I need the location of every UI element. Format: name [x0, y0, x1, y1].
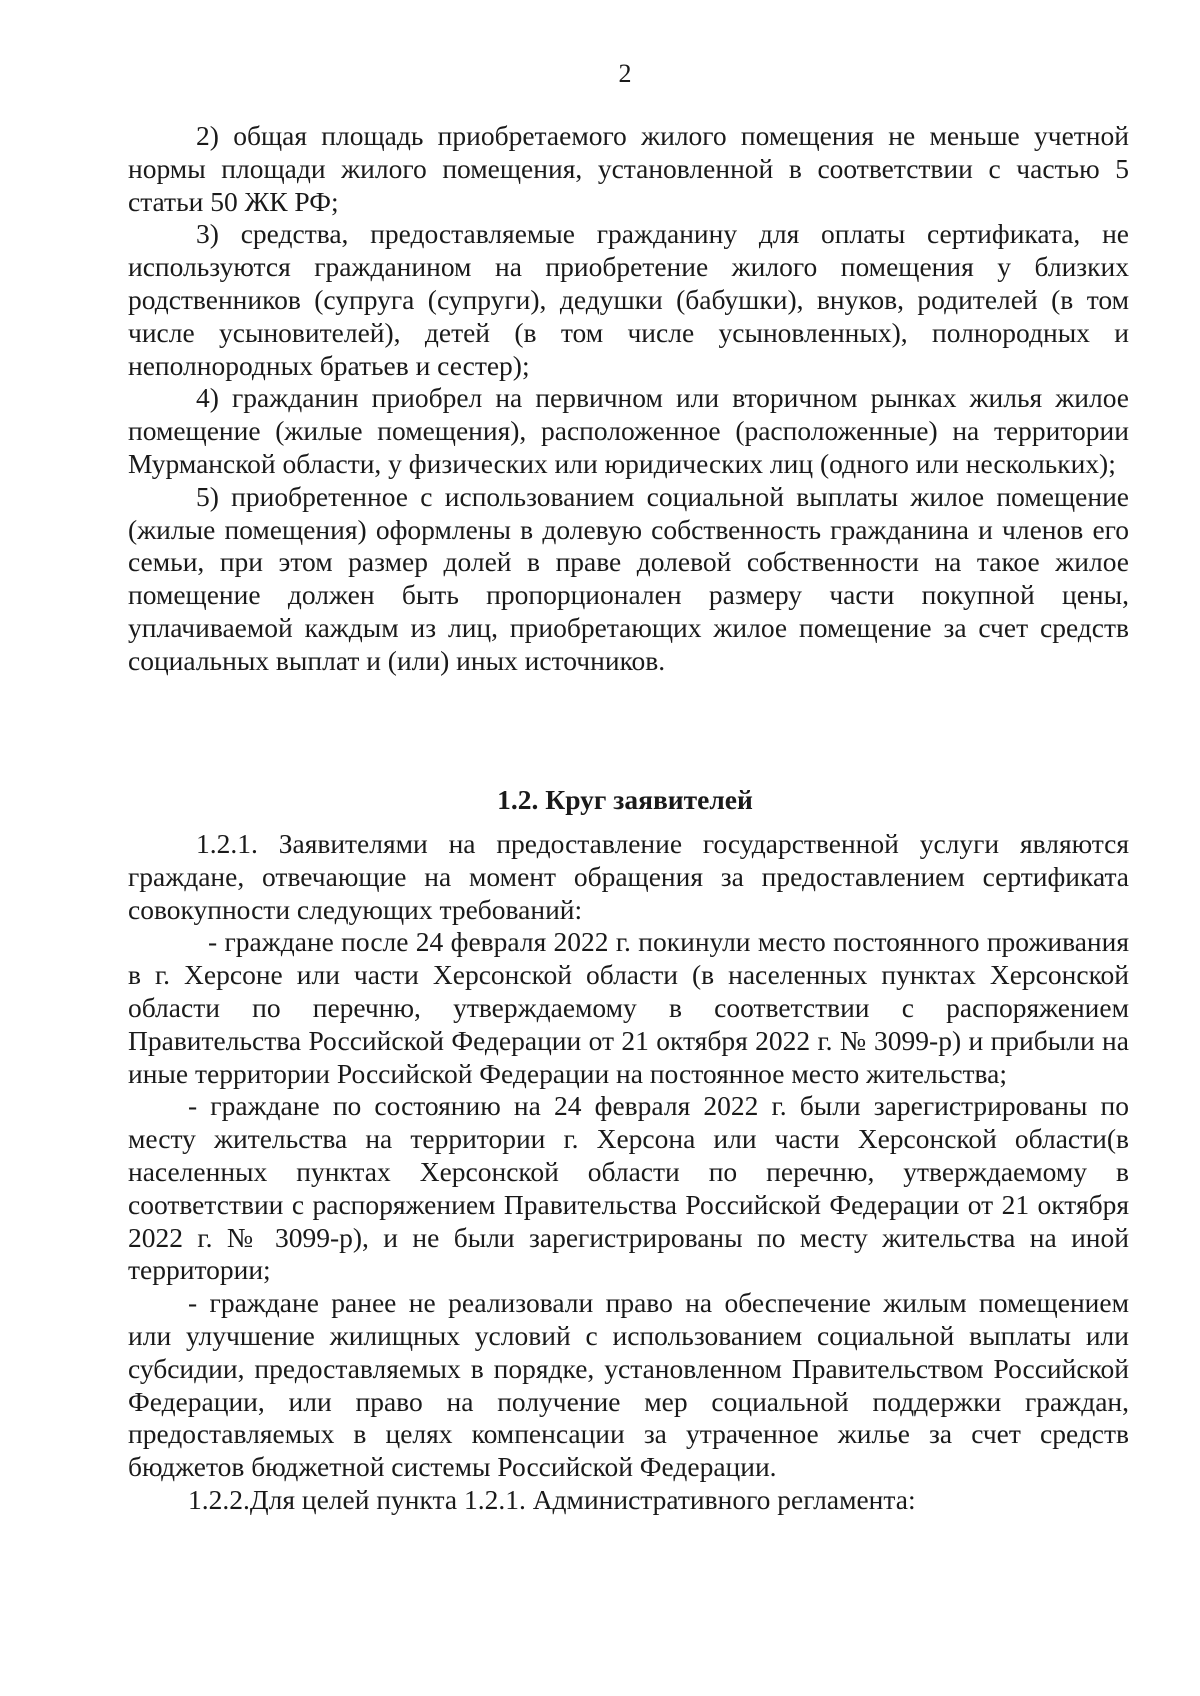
condition-item-3: 3) средства, предоставляемые гражданину для оплаты сертификата, не используются гражданином на приобретение жилого помещения у близких родственников (супруга (супруги), дедушки (бабушки), внуков, родителей (в том числе усыновителей), детей (в том числе усыновленных), полнородных и неполнородных братьев и сестер);: [128, 218, 1129, 381]
condition-item-2: 2) общая площадь приобретаемого жилого помещения не меньше учетной нормы площади жилого помещения, установленной в соответствии с частью 5 статьи 50 ЖК РФ;: [128, 120, 1129, 217]
condition-item-4: 4) гражданин приобрел на первичном или вторичном рынках жилья жилое помещение (жилые помещения), расположенное (расположенные) на территории Мурманской области, у физических или юридических лиц (одного или нескольких);: [128, 382, 1129, 479]
requirement-item-left-residence: - граждане после 24 февраля 2022 г. покинули место постоянного проживания в г. Херсоне или части Херсонской области (в населенных пунктах Херсонской области по перечню, утверждаемому в соответствии с распоряжением Правительства Российской Федерации от 21 октября 2022 г. № 3099-р) и прибыли на иные территории Российской Федерации на постоянное место жительства;: [128, 926, 1129, 1089]
section-heading: 1.2. Круг заявителей: [497, 784, 753, 815]
requirement-item-registered: - граждане по состоянию на 24 февраля 2022 г. были зарегистрированы по месту жительства на территории г. Херсона или части Херсонской области(в населенных пунктах Херсонской области по перечню, утверждаемому в соответствии с распоряжением Правительства Российской Федерации от 21 октября 2022 г. № 3099-р), и не были зарегистрированы по месту жительства на иной территории;: [128, 1090, 1129, 1286]
paragraph-1-2-1: 1.2.1. Заявителями на предоставление государственной услуги являются граждане, отвечающие на момент обращения за предоставлением сертификата совокупности следующих требований:: [128, 828, 1129, 925]
condition-item-5: 5) приобретенное с использованием социальной выплаты жилое помещение (жилые помещения) оформлены в долевую собственность гражданина и членов его семьи, при этом размер долей в праве долевой собственности на такое жилое помещение должен быть пропорционален размеру части покупной цены, уплачиваемой каждым из лиц, приобретающих жилое помещение за счет средств социальных выплат и (или) иных источников.: [128, 480, 1129, 676]
paragraph-1-2-2: 1.2.2.Для целей пункта 1.2.1. Административного регламента:: [188, 1483, 916, 1515]
requirement-item-not-realized: - граждане ранее не реализовали право на обеспечение жилым помещением или улучшение жилищных условий с использованием социальной выплаты или субсидии, предоставляемых в порядке, установленном Правительством Российской Федерации, или право на получение мер социальной поддержки граждан, предоставляемых в целях компенсации за утраченное жилье за счет средств бюджетов бюджетной системы Российской Федерации.: [128, 1287, 1129, 1483]
page-number: 2: [618, 59, 632, 88]
applicants-section: [128, 828, 1129, 1517]
conditions-list: [128, 120, 1129, 678]
